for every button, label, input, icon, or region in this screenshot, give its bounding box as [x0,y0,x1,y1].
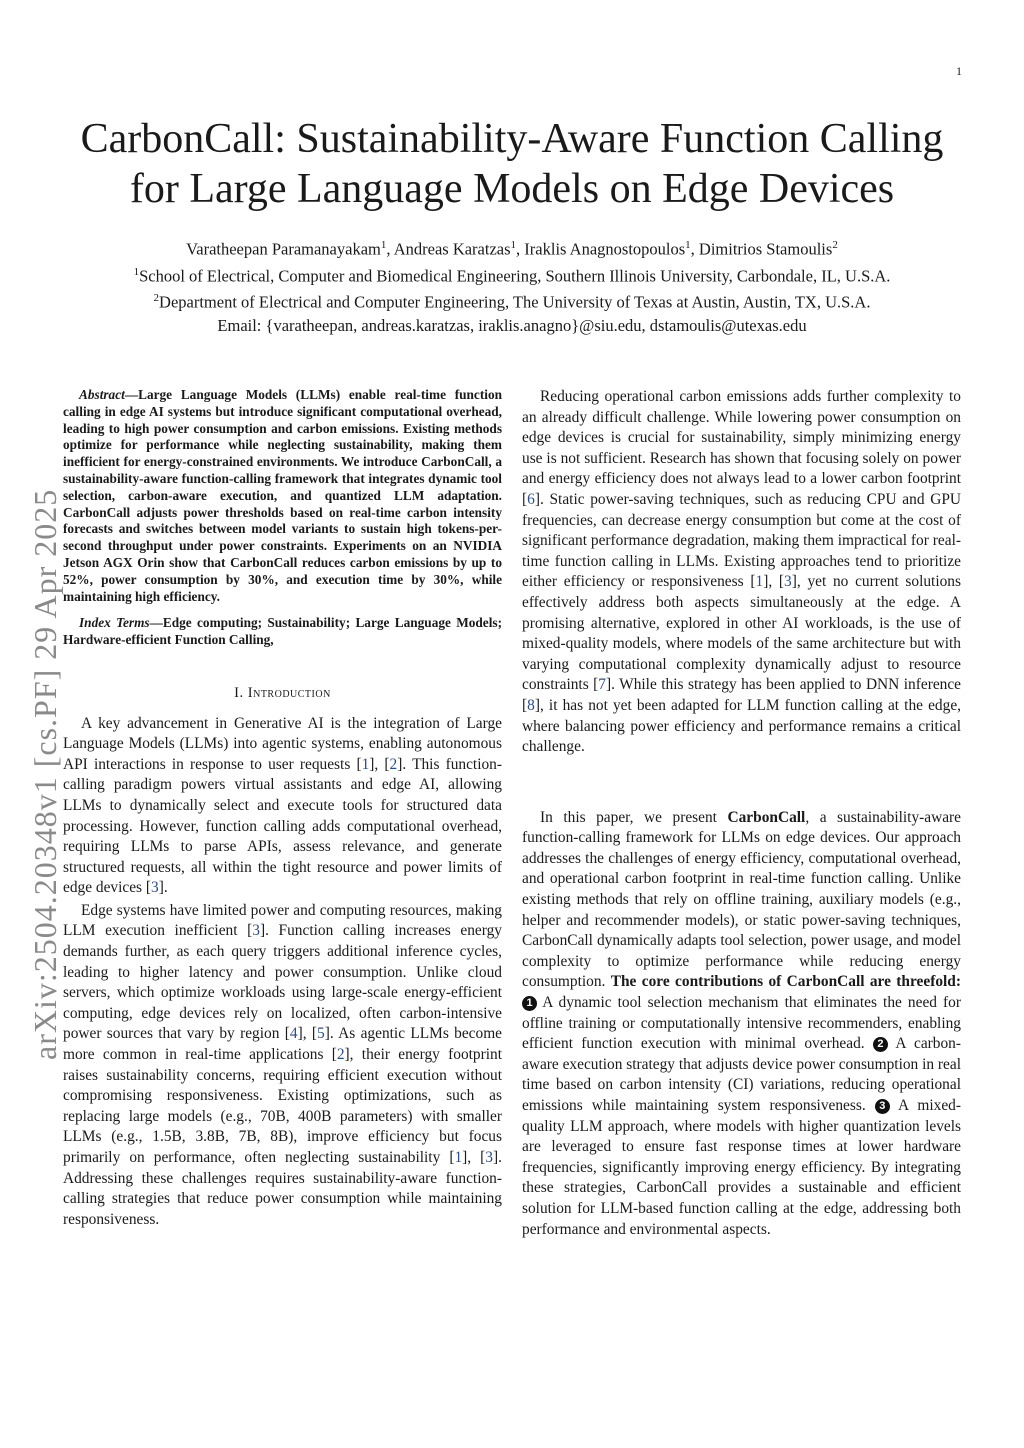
intro-paragraph-4: In this paper, we present CarbonCall, a sustainability-aware function-calling framework for LLMs on edge devices. Our approach addresses the challenges of energy efficiency, computational overhead, and operational carbon footprint in real-time function calling. Unlike existing methods that rely on offline training, auxiliary models (e.g., helper and recommender models), or static power-saving techniques, CarbonCall dynamically adapts tool selection, power usage, and model complexity to optimize performance while reducing energy consumption. The core contributions of CarbonCall are threefold: 1 A dynamic tool selection mechanism that eliminates the need for offline training or computationally intensive recommenders, enabling efficient function execution with minimal overhead. 2 A carbon-aware execution strategy that adjusts device power consumption in real time based on carbon intensity (CI) variations, reducing operational emissions while maintaining system responsiveness. 3 A mixed-quality LLM approach, where models with higher quantization levels are leveraged to ensure fast response times at lower hardware frequencies, significantly improving energy efficiency. By integrating these strategies, CarbonCall provides a sustainable and efficient solution for LLM-based function calling at the edge, addressing both performance and environmental aspects. [522,808,961,1238]
citation-link[interactable]: 1 [454,1149,463,1167]
affiliation-mark: 2 [832,239,838,251]
citation-link[interactable]: 2 [389,755,398,773]
affiliation-1: $^1$School of Electrical, Computer and Biomedical Engineering, Southern Illinois University, Carbondale, IL, U.S.A. [133,265,891,285]
number-one-badge-icon: 1 [522,996,537,1011]
citation-link[interactable]: 4 [289,1025,298,1043]
right-column [522,387,961,1240]
citation-link[interactable]: 5 [317,1025,325,1043]
intro-paragraph-1: A key advancement in Generative AI is the integration of Large Language Models (LLMs) into agentic systems, enabling autonomous API interactions in response to user requests [1], [2]. This function-calling paradigm powers virtual assistants and edge AI, allowing LLMs to dynamically select and execute tools for structured data processing. However, function calling adds computational overhead, requiring LLMs to parse APIs, assess relevance, and generate structured requests, all within the tight resource and power limits of edge devices [3]. [63,714,503,897]
title-line-2: for Large Language Models on Edge Devices [129,166,895,212]
affiliation-mark: 1 [380,239,387,251]
citation-link[interactable]: 3 [151,879,159,897]
citation-link[interactable]: 3 [485,1149,493,1167]
affiliation-2: $^2$Department of Electrical and Computer Engineering, The University of Texas at Austin, Austin, TX, U.S.A. [153,292,871,312]
section-heading-introduction: I. Introduction [234,684,331,701]
affiliation-mark: 1 [685,239,691,251]
author-name: Dimitrios Stamoulis [698,239,833,259]
framework-name: CarbonCall [727,808,806,826]
intro-paragraph-2: Edge systems have limited power and computing resources, making LLM execution inefficient [3]. Function calling increases energy demands further, as each query triggers additional inference cycles, leading to higher latency and power consumption. Unlike cloud servers, which optimize workloads using large-scale energy-efficient computing, edge devices rely on localized, often carbon-intensive power sources that vary by region [4], [5]. As agentic LLMs become more common in real-time applications [2], their energy footprint raises sustainability concerns, requiring efficient execution without compromising responsiveness. Existing optimizations, such as replacing large models (e.g., 70B, 400B parameters) with smaller LLMs (e.g., 1.5B, 3.8B, 7B, 8B), improve efficiency but focus primarily on performance, often neglecting sustainability [1], [3]. Addressing these challenges requires sustainability-aware function-calling strategies that reduce power consumption while maintaining responsiveness. [63,901,503,1228]
abstract [63,387,502,605]
contributions-lead: The core contributions of CarbonCall are threefold: [610,973,961,991]
author-name: Varatheepan Paramanayakam [186,239,381,259]
citation-link[interactable]: 1 [361,755,370,773]
index-terms-label: Index Terms [79,615,150,631]
citation-link[interactable]: 3 [784,573,792,591]
citation-link[interactable]: 1 [755,573,764,591]
index-terms-text: —Edge computing; Sustainability; Large Language Models; Hardware-efficient Function Calling, [63,615,503,648]
intro-paragraph-3: Reducing operational carbon emissions adds further complexity to an already difficult challenge. While lowering power consumption on edge devices is crucial for sustainability, simply minimizing energy use is not sufficient. Research has shown that focusing solely on power and energy efficiency does not always lead to a lower carbon footprint [6]. Static power-saving techniques, such as reducing CPU and GPU frequencies, can decrease energy consumption but come at the cost of significant performance degradation, making them impractical for real-time function calling in LLMs. Existing approaches tend to prioritize either efficiency or responsiveness [1], [3], yet no current solutions effectively address both aspects simultaneously at the edge. A promising alternative, explored in other AI workloads, is the use of mixed-quality models, where models of the same architecture but with varying computational complexity dynamically adjust to resource constraints [7]. While this strategy has been applied to DNN inference [8], it has not yet been adapted for LLM function calling at the edge, where balancing power efficiency and performance remains a critical challenge. [522,388,962,756]
citation-link[interactable]: 8 [527,696,535,714]
citation-link[interactable]: 3 [252,922,260,940]
abstract-label: Abstract [79,387,125,402]
citation-link[interactable]: 6 [527,490,535,508]
author-block [0,234,1024,337]
number-two-badge-icon: 2 [873,1037,888,1052]
abstract-text: —Large Language Models (LLMs) enable real-time function calling in edge AI systems but introduce significant computational overhead, leading to high power consumption and carbon emissions. Existing methods optimize for performance while neglecting sustainability, making them inefficient for energy-constrained environments. We introduce CarbonCall, a sustainability-aware function-calling framework that integrates dynamic tool selection, carbon-aware execution, and quantized LLM adaptation. CarbonCall adjusts power thresholds based on real-time carbon intensity forecasts and switches between model variants to sustain high tokens-per-second throughput under power constraints. Experiments on an NVIDIA Jetson AGX Orin show that CarbonCall reduces carbon emissions by up to 52%, power consumption by 30%, and execution time by 30%, while maintaining high efficiency. [63,387,502,604]
citation-link[interactable]: 2 [336,1046,345,1064]
column-gap [522,758,961,808]
author-emails: Email: {varatheepan, andreas.karatzas, iraklis.anagno}@siu.edu, dstamoulis@utexas.edu [217,315,807,335]
page-number: 1 [956,64,962,78]
affiliation-mark: 1 [510,239,517,251]
title-line-1: CarbonCall: Sustainability-Aware Function Calling [80,116,944,162]
arxiv-identifier: arXiv:2504.20348v1 [cs.PF] 29 Apr 2025 [27,488,63,1060]
author-list: Varatheepan Paramanayakam$^1$, Andreas Karatzas$^1$, Iraklis Anagnostopoulos$^1$, Dimitrios Stamoulis$^2$ [186,239,838,259]
citation-link[interactable]: 7 [598,676,606,694]
left-column [63,387,502,1230]
author-name: Iraklis Anagnostopoulos [524,239,686,259]
index-terms [63,615,502,649]
paper-title [0,114,1024,214]
number-three-badge-icon: 3 [875,1099,890,1114]
author-name: Andreas Karatzas [393,239,511,259]
